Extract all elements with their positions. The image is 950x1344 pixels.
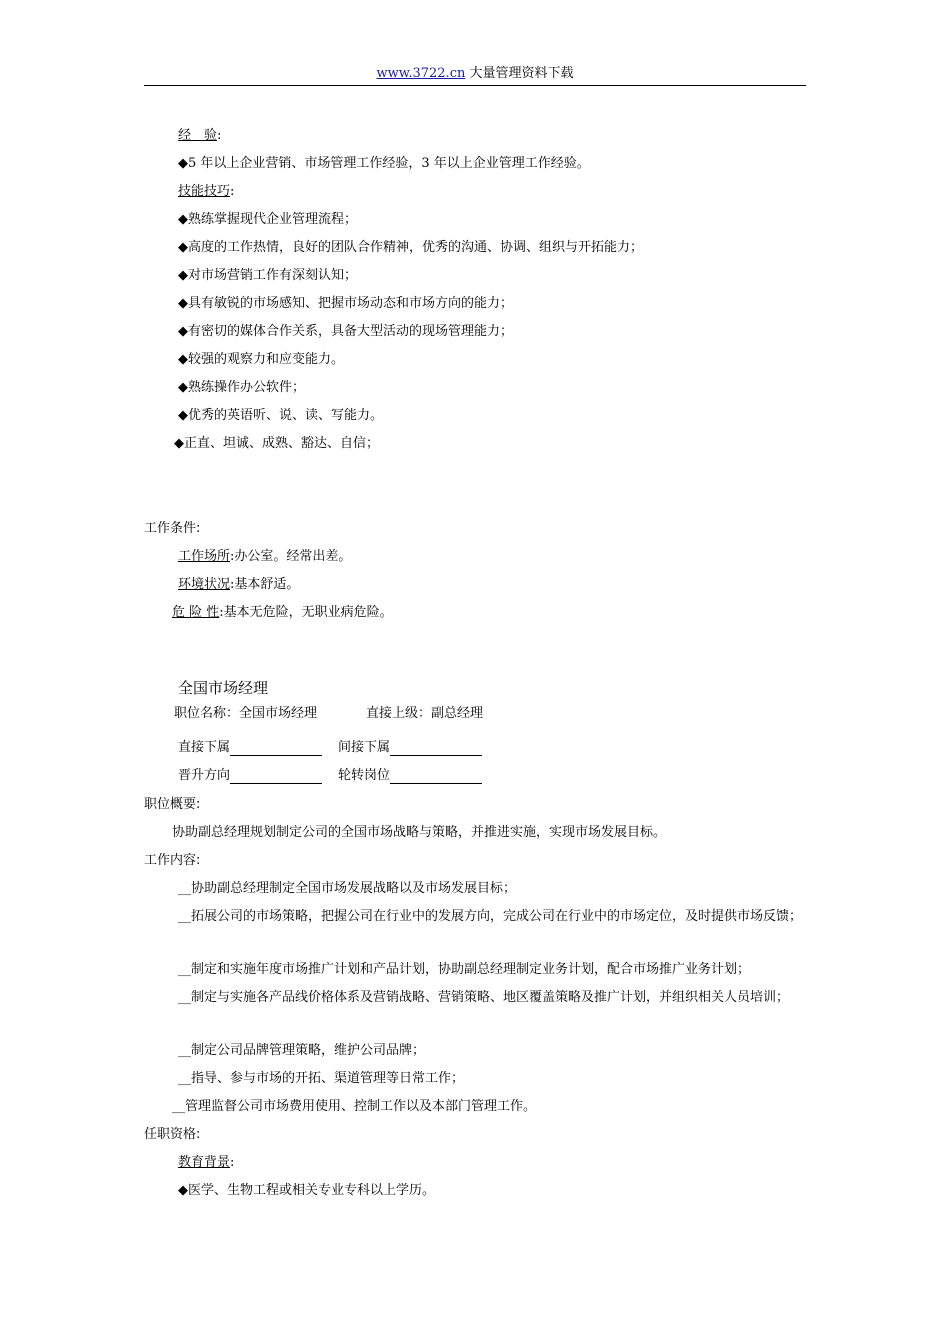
qualification-colon: : (196, 1127, 201, 1142)
position-superior-line: 直接上级：副总经理 (366, 706, 484, 721)
skill-item: ◆熟练操作办公软件； (178, 380, 305, 395)
experience-label: 经 验 (178, 128, 218, 143)
skill-item: ◆高度的工作热情，良好的团队合作精神，优秀的沟通、协调、组织与开拓能力； (178, 240, 643, 255)
rotation-field (338, 768, 482, 784)
skill-item: ◆较强的观察力和应变能力。 (178, 352, 344, 367)
condition-environment-value: :基本舒适。 (230, 577, 300, 592)
conditions-colon: : (196, 521, 201, 536)
content-heading-text: 工作内容 (144, 853, 197, 868)
promotion-label: 晋升方向 (178, 768, 231, 783)
condition-place-value: :办公室。经常出差。 (230, 549, 352, 564)
promotion-field (178, 768, 322, 784)
skill-item: ◆具有敏锐的市场感知、把握市场动态和市场方向的能力； (178, 296, 513, 311)
direct-subordinate-blank (230, 742, 322, 756)
rotation-label: 轮转岗位 (338, 768, 391, 783)
condition-environment-label: 环境状况 (178, 577, 231, 592)
experience-heading (178, 128, 221, 144)
qualification-heading-text: 任职资格 (144, 1127, 197, 1142)
condition-risk-label: 危 险 性 (172, 605, 220, 620)
skills-heading (178, 184, 234, 200)
header-link[interactable]: www.3722.cn (376, 66, 466, 81)
skills-colon: : (230, 184, 235, 199)
position-name-line: 职位名称：全国市场经理 (174, 706, 318, 721)
condition-risk (172, 605, 393, 621)
skill-item: ◆熟练掌握现代企业管理流程； (178, 212, 357, 227)
content-item: __指导、参与市场的开拓、渠道管理等日常工作； (178, 1071, 465, 1086)
education-label: 教育背景 (178, 1155, 231, 1170)
overview-colon: : (196, 797, 201, 812)
direct-subordinate-field (178, 740, 322, 756)
overview-heading (144, 797, 200, 813)
condition-environment (178, 577, 299, 593)
content-item: __制定和实施年度市场推广计划和产品计划，协助副总经理制定业务计划，配合市场推广业务计划； (178, 962, 751, 977)
content-item: __制定公司品牌管理策略，维护公司品牌； (178, 1043, 426, 1058)
condition-risk-value: :基本无危险，无职业病危险。 (219, 605, 393, 620)
skill-item: ◆对市场营销工作有深刻认知； (178, 268, 357, 283)
overview-text: 协助副总经理规划制定公司的全国市场战略与策略，并推进实施，实现市场发展目标。 (172, 825, 667, 840)
promotion-blank (230, 770, 322, 784)
conditions-heading (144, 521, 200, 537)
content-item: __拓展公司的市场策略，把握公司在行业中的发展方向，完成公司在行业中的市场定位，及时提供市场反馈； (178, 909, 803, 924)
overview-heading-text: 职位概要 (144, 797, 197, 812)
condition-place (178, 549, 351, 565)
page-header (0, 66, 950, 82)
content-item: __管理监督公司市场费用使用、控制工作以及本部门管理工作。 (172, 1099, 537, 1114)
content-colon: : (196, 853, 201, 868)
experience-item: ◆5 年以上企业营销、市场管理工作经验，3 年以上企业管理工作经验。 (178, 156, 590, 171)
indirect-subordinate-label: 间接下属 (338, 740, 391, 755)
position-title: 全国市场经理 (178, 679, 269, 697)
conditions-heading-text: 工作条件 (144, 521, 197, 536)
rotation-blank (390, 770, 482, 784)
content-item: __制定与实施各产品线价格体系及营销战略、营销策略、地区覆盖策略及推广计划，并组织相关人员培训； (178, 990, 790, 1005)
experience-colon: : (217, 128, 222, 143)
education-colon: : (230, 1155, 235, 1170)
skill-item: ◆有密切的媒体合作关系，具备大型活动的现场管理能力； (178, 324, 513, 339)
header-divider (144, 85, 806, 86)
indirect-subordinate-blank (390, 742, 482, 756)
education-heading (178, 1155, 234, 1171)
direct-subordinate-label: 直接下属 (178, 740, 231, 755)
content-item: __协助副总经理制定全国市场发展战略以及市场发展目标； (178, 881, 517, 896)
indirect-subordinate-field (338, 740, 482, 756)
content-heading (144, 853, 200, 869)
skill-item: ◆优秀的英语听、说、读、写能力。 (178, 408, 383, 423)
skills-label: 技能技巧 (178, 184, 231, 199)
qualification-heading (144, 1127, 200, 1143)
skill-item: ◆正直、坦诚、成熟、豁达、自信； (174, 436, 379, 451)
education-item: ◆医学、生物工程或相关专业专科以上学历。 (178, 1183, 435, 1198)
condition-place-label: 工作场所 (178, 549, 231, 564)
header-text: 大量管理资料下载 (465, 66, 574, 81)
